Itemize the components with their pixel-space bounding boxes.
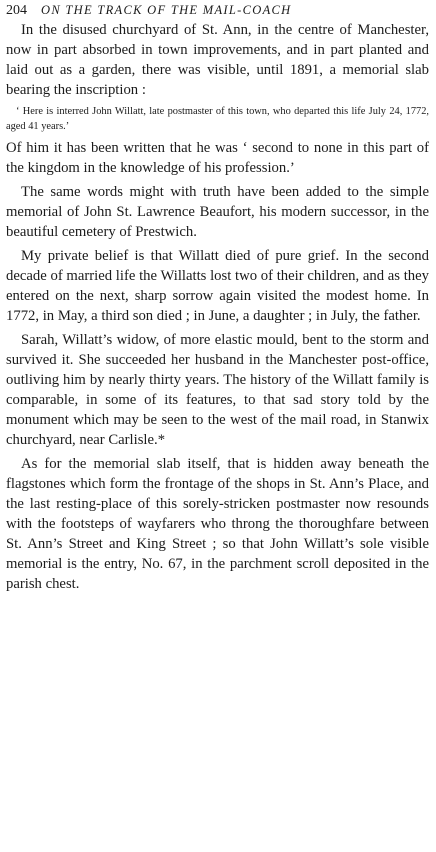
paragraph-grief: My private belief is that Willatt died of pure grief. In the second decade of married life the Willatts lost two of their children, and as they entered on the next, sharp sorrow again visited the modest home. In 1772, in May, a third son died ; in June, a daughter ; in July, the father. [6, 248, 429, 324]
book-page [6, 0, 429, 594]
running-title: ON THE TRACK OF THE MAIL-COACH [41, 3, 292, 17]
paragraph-memorial-slab: As for the memorial slab itself, that is hidden away beneath the flagstones which form the frontage of the shops in St. Ann’s Place, and the last resting-place of this sorely-stricken postmaster now resounds with the footsteps of wayfarers who throng the thoroughfare between St. Ann’s Street and King Street ; so that John Willatt’s sole visible memorial is the entry, No. 67, in the parchment scroll deposited in the parish chest. [6, 456, 429, 592]
paragraph-reputation: Of him it has been written that he was ‘ second to none in this part of the kingdom in the knowledge of his profession.’ [6, 140, 429, 176]
paragraph-churchyard: In the disused churchyard of St. Ann, in the centre of Manchester, now in part absorbed in town improvements, and in part planted and laid out as a garden, there was visible, until 1891, a memorial slab bearing the inscription : [6, 22, 429, 98]
paragraph-widow: Sarah, Willatt’s widow, of more elastic mould, bent to the storm and survived it. She succeeded her husband in the Manchester post-office, outliving him by nearly thirty years. The history of the Willatt family is comparable, in some of its features, to that sad story told by the monument which may be seen to the west of the mail road, in Stanwix churchyard, near Carlisle.* [6, 332, 429, 448]
inscription-quote: ‘ Here is interred John Willatt, late postmaster of this town, who departed this life July 24, 1772, aged 41 years.’ [6, 106, 429, 132]
running-head [6, 0, 429, 20]
paragraph-successor: The same words might with truth have been added to the simple memorial of John St. Lawrence Beaufort, his modern successor, in the beautiful cemetery of Prestwich. [6, 184, 429, 240]
page-number: 204 [6, 3, 27, 18]
